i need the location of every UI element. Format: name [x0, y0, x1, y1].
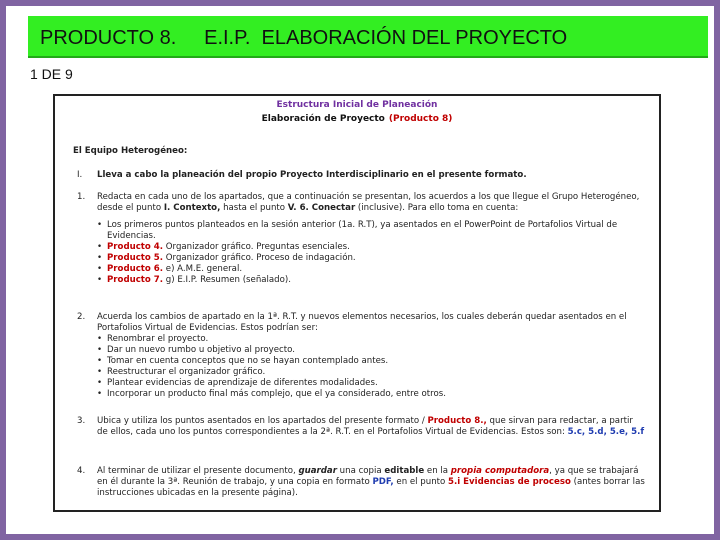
text-run: 5.i Evidencias de proceso	[448, 477, 571, 487]
list-item: • Plantear evidencias de aprendizaje de diferentes modalidades.	[97, 378, 645, 389]
text-run: editable	[384, 466, 425, 476]
item-text: Lleva a cabo la planeación del propio Proyecto Interdisciplinario en el presente formato.	[97, 170, 527, 180]
bullet-list	[97, 220, 645, 286]
frame-top	[0, 0, 720, 6]
slide-title: PRODUCTO 8. E.I.P. ELABORACIÓN DEL PROYECTO	[40, 27, 568, 49]
item-number: 1.	[77, 192, 86, 202]
list-item: • Producto 4. Organizador gráfico. Preguntas esenciales.	[97, 242, 645, 253]
text-run: desde el punto	[97, 203, 164, 213]
list-item: • Producto 7. g) E.I.P. Resumen (señalado).	[97, 275, 645, 286]
item-text	[97, 192, 645, 286]
text-run: V. 6. Conectar	[287, 203, 356, 213]
list-item: • Los primeros puntos planteados en la sesión anterior (1a. R.T), ya asentados en el PowerPoint de Portafolios Virtual de Evidencias.	[97, 220, 645, 242]
text-run: Ubica y utiliza los puntos asentados en los apartados del presente formato /	[97, 416, 428, 426]
doc-subheading-tag: (Producto 8)	[388, 114, 453, 124]
text-run: Redacta en cada uno de los apartados, que a continuación se presentan, los acuerdos a los que llegue el Grupo Heterogéneo,	[97, 192, 640, 202]
item-text	[97, 416, 645, 438]
team-label: El Equipo Heterogéneo:	[73, 146, 188, 156]
text-run: I. Contexto,	[163, 203, 221, 213]
doc-heading: Estructura Inicial de Planeación	[276, 100, 438, 110]
text-run: una copia	[336, 466, 385, 476]
text-run: 5.c, 5.d, 5.e, 5.f	[567, 427, 645, 437]
text-run: guardar	[298, 466, 337, 476]
text-run: Al terminar de utilizar el presente documento,	[97, 466, 299, 476]
text-run: en la	[424, 466, 451, 476]
title-bar	[28, 16, 708, 58]
doc-subheading	[55, 114, 659, 125]
list-item: • Producto 5. Organizador gráfico. Proceso de indagación.	[97, 253, 645, 264]
text-run: que sirvan para redactar, a partir de ellos, cada uno los puntos correspondientes a la 2ª. R.T. en el Portafolios Virtual de Evidencias. Estos son:	[97, 416, 633, 437]
frame-bottom	[0, 534, 720, 540]
item-number: 4.	[77, 466, 86, 476]
text-run: Producto 8.,	[427, 416, 487, 426]
item-number: 3.	[77, 416, 86, 426]
document-image	[53, 94, 661, 512]
text-run: (inclusive). Para ello toma en cuenta:	[355, 203, 519, 213]
text-run: hasta el punto	[220, 203, 288, 213]
list-item: • Incorporar un producto final más complejo, que el ya considerado, entre otros.	[97, 389, 645, 400]
doc-subheading-text: Elaboración de Proyecto	[261, 114, 385, 124]
item-number: I.	[77, 170, 83, 180]
list-item: • Reestructurar el organizador gráfico.	[97, 367, 645, 378]
text-run: propia computadora	[450, 466, 550, 476]
page-count: 1 DE 9	[30, 66, 73, 82]
list-item: • Dar un nuevo rumbo u objetivo al proyecto.	[97, 345, 645, 356]
frame-right	[714, 0, 720, 540]
text-run: , ya que se trabajará en él durante la 3ª. Reunión de trabajo, y una copia en formato	[97, 466, 639, 487]
item-number: 2.	[77, 312, 86, 322]
frame-left	[0, 0, 6, 540]
text-run: Acuerda los cambios de apartado en la 1ª. R.T. y nuevos elementos necesarios, los cuales deberán quedar asentados en el Portafolios Virtual de Evidencias. Estos podrían ser:	[97, 312, 627, 333]
text-run: PDF,	[372, 477, 394, 487]
list-item: • Renombrar el proyecto.	[97, 334, 645, 345]
list-item: • Producto 6. e) A.M.E. general.	[97, 264, 645, 275]
item-text	[97, 312, 645, 400]
bullet-list	[97, 334, 645, 400]
text-run: (antes borrar las instrucciones ubicadas en la presente página).	[97, 477, 645, 498]
item-text	[97, 466, 645, 499]
list-item: • Tomar en cuenta conceptos que no se hayan contemplado antes.	[97, 356, 645, 367]
text-run: en el punto	[393, 477, 448, 487]
